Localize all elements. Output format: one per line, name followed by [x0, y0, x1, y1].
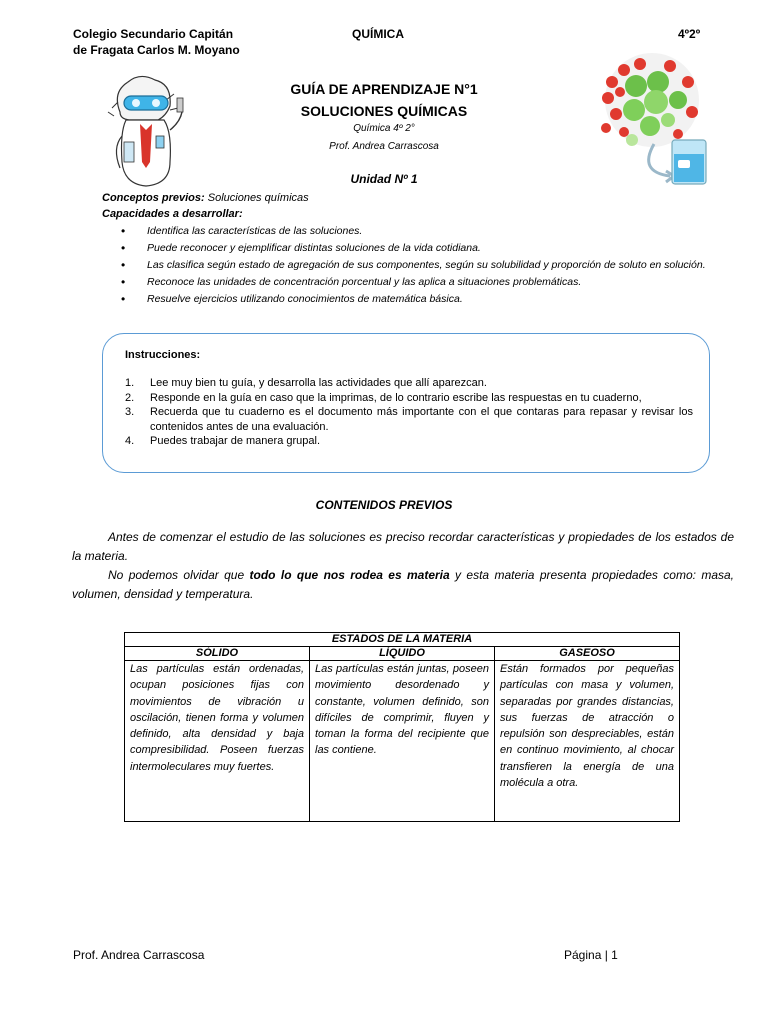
item-text: Lee muy bien tu guía, y desarrolla las actividades que allí aparezcan.: [150, 377, 487, 389]
contents-paragraph-1: [72, 528, 734, 566]
list-item: • Identifica las características de las soluciones.: [121, 224, 733, 239]
column-header-solid: SÓLIDO: [125, 647, 310, 661]
school-name: [73, 26, 240, 58]
list-item: • Puede reconocer y ejemplificar distintas soluciones de la vida cotidiana.: [121, 241, 733, 256]
solution-molecules-illustration: [594, 52, 712, 192]
list-item: • Reconoce las unidades de concentración porcentual y las aplica a situaciones problemáticas.: [121, 275, 733, 290]
capacities-label: [102, 208, 243, 220]
list-item: [125, 376, 693, 391]
subject-label: QUÍMICA: [352, 27, 404, 41]
item-text: Responde en la guía en caso que la imprimas, de lo contrario escribe las respuestas en tu cuaderno,: [150, 391, 642, 404]
contents-title: CONTENIDOS PREVIOS: [315, 498, 453, 512]
table-header-row: [125, 647, 680, 661]
capacities-label-text: Capacidades a desarrollar:: [102, 208, 243, 220]
subtitle-course: Química 4º 2°: [353, 123, 415, 134]
page-title-line2: SOLUCIONES QUÍMICAS: [300, 103, 468, 119]
table-caption: ESTADOS DE LA MATERIA: [125, 633, 680, 647]
item-number: 2.: [125, 391, 135, 404]
item-number: 3.: [125, 406, 135, 418]
column-header-liquid: LÍQUIDO: [310, 647, 495, 661]
paragraph-text: Antes de comenzar el estudio de las soluciones es preciso recordar características y propiedades de los estados de la materia.: [72, 530, 734, 563]
cell-gas: Están formados por pequeñas partículas con masa y volumen, separadas por grandes distancias, sus fuerzas de atracción o repulsión son despreciables, están en continuo movimiento, al chocar transfieren la energía de una molécula a otra.: [495, 661, 680, 822]
table-row: [125, 661, 680, 822]
page-title: [184, 78, 584, 122]
list-item: • Resuelve ejercicios utilizando conocimientos de matemática básica.: [121, 292, 733, 307]
footer-page-number: Página | 1: [564, 948, 618, 962]
concepts-value: Soluciones químicas: [204, 192, 309, 204]
cell-liquid: Las partículas están juntas, poseen movimiento desordenado y constante, volumen definido, son difíciles de comprimir, fluyen y toman la forma del recipiente que las contiene.: [310, 661, 495, 822]
instructions-list: [125, 376, 693, 449]
capacities-list: [121, 224, 733, 309]
item-text: Recuerda que tu cuaderno es el documento más importante con el que contaras para repasar y revisar los contenidos antes de una evaluación.: [150, 406, 693, 433]
instructions-box: [102, 333, 710, 473]
subtitle-teacher: Prof. Andrea Carrascosa: [329, 141, 439, 152]
list-item: [125, 434, 693, 449]
list-item: [125, 391, 693, 406]
paragraph-text-start: No podemos olvidar que: [108, 568, 250, 582]
column-header-gas: GASEOSO: [495, 647, 680, 661]
item-number: 4.: [125, 435, 135, 447]
school-name-line2: de Fragata Carlos M. Moyano: [73, 43, 240, 57]
item-number: 1.: [125, 377, 135, 389]
cell-solid: Las partículas están ordenadas, ocupan posiciones fijas con movimientos de vibración u oscilación, tienen forma y volumen definido, alta densidad y baja compresibilidad. Poseen fuerzas intermoleculares muy fuertes.: [125, 661, 310, 822]
scientist-illustration: [100, 72, 192, 190]
contents-paragraph-2: [72, 566, 734, 604]
item-text: Puedes trabajar de manera grupal.: [150, 435, 320, 447]
states-of-matter-table: [124, 632, 680, 822]
page-title-line1: GUÍA DE APRENDIZAJE N°1: [290, 81, 478, 97]
concepts-label: Conceptos previos:: [102, 192, 205, 204]
list-item: [125, 405, 693, 434]
unit-title: Unidad Nº 1: [350, 172, 418, 186]
instructions-title: Instrucciones:: [125, 349, 201, 361]
footer-author: Prof. Andrea Carrascosa: [73, 948, 205, 962]
list-item: • Las clasifica según estado de agregación de sus componentes, según su solubilidad y proporción de soluto en solución.: [121, 258, 733, 273]
paragraph-text-bold: todo lo que nos rodea es materia: [249, 568, 450, 582]
course-label: 4º2º: [678, 27, 701, 41]
school-name-line1: Colegio Secundario Capitán: [73, 27, 234, 41]
paragraph-text-end: y esta materia presenta propiedades como: masa, volumen, densidad y temperatura.: [72, 568, 735, 601]
concepts-line: [102, 192, 309, 204]
